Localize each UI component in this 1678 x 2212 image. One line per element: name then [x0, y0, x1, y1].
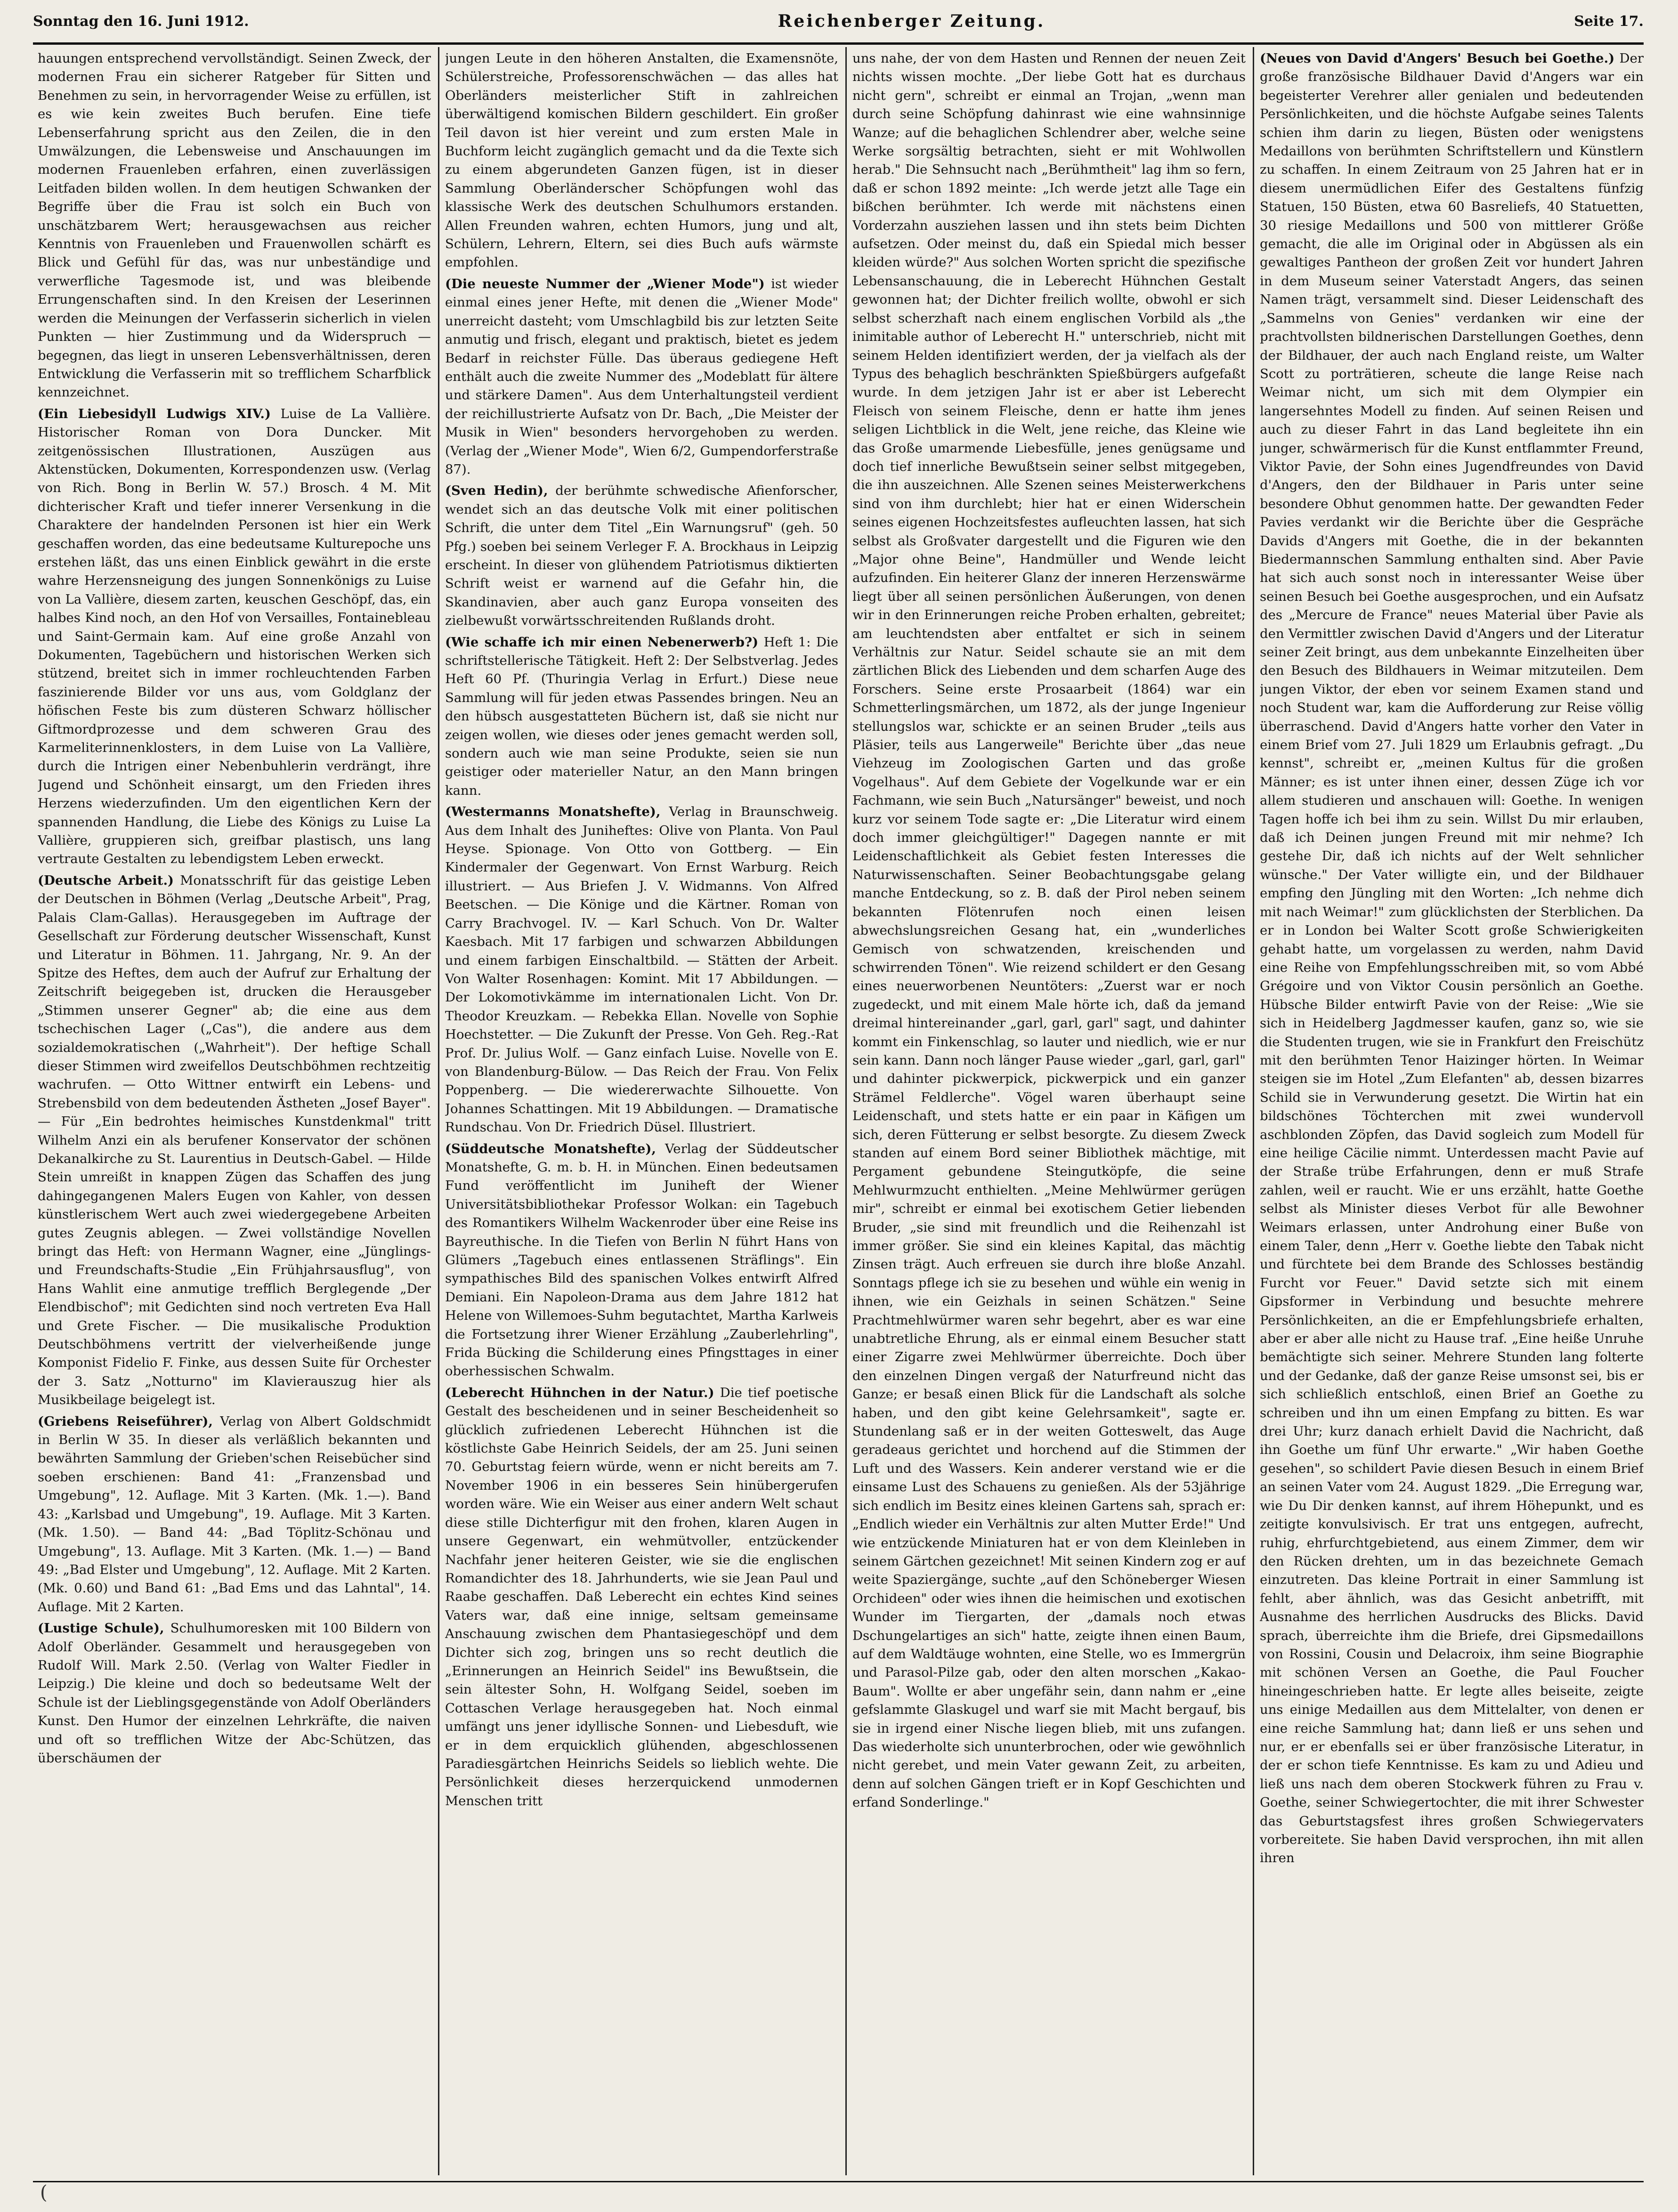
article-heading: (Deutsche Arbeit.) [38, 872, 174, 888]
article-paragraph [38, 1619, 431, 1768]
article-heading: (Leberecht Hühnchen in der Natur.) [445, 1385, 714, 1400]
footer-rule [33, 2181, 1644, 2182]
article-paragraph [38, 49, 431, 402]
article-paragraph [445, 482, 838, 630]
article-heading: (Ein Liebesidyll Ludwigs XIV.) [38, 406, 271, 421]
article-paragraph [852, 49, 1246, 1812]
column-divider [845, 47, 847, 2175]
article-text: Monatsschrift für das geistige Leben der Deutschen in Böhmen (Verlag „Deutsche Arbeit", Prag, Palais Clam-Gallas). Herausgegeben im Auftrage der Gesellschaft zur Förderung deutscher Wissenschaft, Kunst und Literatur in Böhmen. 11. Jahrgang, Nr. 9. An der Spitze des Heftes, dem auch der Aufruf zur Erhaltung der Zeitschrift beigegeben ist, drucken die Herausgeber „Stimmen unserer Gegner" ab; die eine aus dem tschechischen Lager („Cas"), die andere aus dem sozialdemokratischen („Wahrheit"). Der heftige Schall dieser Stimmen wird zweifellos Deutschböhmen rechtzeitig wachrufen. — Otto Wittner entwirft ein Lebens- und Strebensbild von dem bedeutenden Ästheten „Josef Bayer". — Für „Ein bedrohtes heimisches Kunstdenkmal" tritt Wilhelm Anzi ein als berufener Konservator der schönen Dekanalkirche zu St. Laurentius in Deutsch-Gabel. — Hilde Stein umreißt in knappen Zügen das Schaffen des jung dahingegangenen Malers Eugen von Kahler, von dessen künstlerischem Wert auch zwei wiedergegebene Arbeiten gutes Zeugnis ablegen. — Zwei vollständige Novellen bringt das Heft: von Hermann Wagner, eine „Jünglings- und Freundschafts-Studie „Ein Frühjahrsausflug", von Hans Wahlit eine anmutige trefflich Berglegende „Der Elendbischof"; mit Gedichten sind noch vertreten Eva Hall und Grete Fischer. — Die musikalische Produktion Deutschböhmens vertritt der vielverheißende junge Komponist Fidelio F. Finke, aus dessen Suite für Orchester der 3. Satz „Notturno" im Klavierauszug hier als Musikbeilage beigelegt ist. [38, 872, 431, 1408]
article-heading: (Lustige Schule), [38, 1621, 164, 1636]
article-text: Schulhumoresken mit 100 Bildern von Adolf Oberländer. Gesammelt und herausgegeben von Rudolf Will. Mark 2.50. (Verlag von Walter Fiedler in Leipzig.) Die kleine und doch so bedeutsame Welt der Schule ist der Lieblingsgegenstände von Adolf Oberländers Kunst. Den Humor der einzelnen Lehrkräfte, die naiven und oft so trefflichen Witze der Abc-Schützen, das überschäumen der [38, 1621, 431, 1766]
article-heading: (Süddeutsche Monatshefte), [445, 1141, 656, 1156]
article-heading: (Westermanns Monatshefte), [445, 804, 661, 820]
article-text: Heft 1: Die schriftstellerische Tätigkeit. Heft 2: Der Selbstverlag. Jedes Heft 60 Pf. (Thuringia Verlag in Erfurt.) Diese neue Sammlung will für jeden etwas Passendes bringen. Neu an den hübsch ausgestatteten Büchern ist, daß sie nicht nur zeigen wollen, wie dieses oder jenes gemacht werden soll, sondern auch wie man seine Produkte, seien sie nun geistiger oder materieller Natur, an den Mann bringen kann. [445, 634, 838, 798]
article-text: Verlag von Albert Goldschmidt in Berlin W 35. In dieser als verläßlich bekannten und bewährten Sammlung der Grieben'schen Reisebücher sind soeben erschienen: Band 41: „Franzensbad und Umgebung", 12. Auflage. Mit 3 Karten. (Mk. 1.—). Band 43: „Karlsbad und Umgebung", 19. Auflage. Mit 3 Karten. (Mk. 1.50). — Band 44: „Bad Töplitz-Schönau und Umgebung", 13. Auflage. Mit 3 Karten. (Mk. 1.—) — Band 49: „Bad Elster und Umgebung", 12. Auflage. Mit 2 Karten. (Mk. 0.60) und Band 61: „Bad Ems und das Lahntal", 14. Auflage. Mit 2 Karten. [38, 1413, 431, 1615]
column-4 [1260, 49, 1644, 2175]
column-1 [38, 49, 431, 2175]
article-text: Der große französische Bildhauer David d'Angers war ein begeisterter Verehrer aller genialen und bedeutenden Persönlichkeiten, und die höchste Aufgabe seines Talents schien ihm darin zu liegen, Büsten oder wenigstens Medaillons von berühmten Schriftstellern und Künstlern zu schaffen. In einem Zeitraum von 25 Jahren hat er in diesem unermüdlichen Eifer des Gestaltens fünfzig Statuen, 150 Büsten, etwa 60 Basreliefs, 40 Statuetten, 30 riesige Medaillons und 500 von mittlerer Größe gemacht, die alle im Original oder in Abgüssen als ein gewaltiges Pantheon der großen Zeit vor hundert Jahren in dem Museum seiner Vaterstadt Angers, das seinen Namen trägt, versammelt sind. Dieser Leidenschaft des „Sammelns von Genies" verdanken wir eine der prachtvollsten bildnerischen Darstellungen Goethes, denn der Bildhauer, der auch nach England reiste, um Walter Scott zu porträtieren, scheute die lange Reise nach Weimar nicht, um sich mit dem Olympier ein langersehntes Modell zu finden. Auf seinen Reisen und auch zu dieser Fahrt in das Land begleitete ihn ein junger, schwärmerisch für die Kunst entflammter Freund, Viktor Pavie, der Sohn eines Jugendfreundes von David d'Angers, den der Bildhauer in Paris unter seine besondere Obhut genommen hatte. Der gewandten Feder Pavies verdankt wir die Berichte über die Gespräche Davids d'Angers mit Goethe, die in der bekannten Biedermannschen Sammlung enthalten sind. Aber Pavie hat sich auch sonst noch in interessanter Weise über seinen Besuch bei Goethe ausgesprochen, und ein Aufsatz des „Mercure de France" neues Material über Pavie als den Vermittler zwischen David d'Angers und der Literatur seiner Zeit bringt, aus dem unbekannte Einzelheiten über den Besuch des Bildhauers in Weimar mitzuteilen. Dem jungen Viktor, der eben vor seinem Examen stand und noch Student war, kam die Aufforderung zur Reise völlig überraschend. David d'Angers hatte vorher den Vater in einem Brief vom 27. Juli 1829 um Erlaubnis gefragt. „Du kennst", schreibt er, „meinen Kultus für die großen Männer; es ist unter ihnen einer, dessen Züge ich vor allem studieren und anschauen will: Goethe. In wenigen Tagen hoffe ich bei ihm zu sein. Willst Du mir erlauben, daß ich Deinen jungen Freund mit mir nehme? Ich gestehe Dir, daß ich nichts auf der Welt sehnlicher wünsche." Der Vater willigte ein, und der Bildhauer empfing den Jüngling mit den Worten: „Ich nehme dich mit nach Weimar!" zum glücklichsten der Sterblichen. Da er in London bei Walter Scott große Schwierigkeiten gehabt hatte, um vorgelassen zu werden, nahm David eine Reihe von Empfehlungsschreiben mit, so vom Abbé Grégoire und von Viktor Cousin persönlich an Goethe. Hübsche Bilder entwirft Pavie von der Reise: „Wie sie sich in Heidelberg Jagdmesser kaufen, ganz so, wie sie die Studenten trugen, wie sie in Frankfurt den Freischütz mit den berühmten Tenor Haizinger hörten. In Weimar steigen sie im Hotel „Zum Elefanten" ab, dessen bizarres Schild sie in Verwunderung gesetzt. Die Wirtin hat ein bildschönes Töchterchen mit zwei wundervoll aschblonden Zöpfen, das David sogleich zum Modell für eine heilige Cäcilie nimmt. Unterdessen macht Pavie auf der Straße trübe Erfahrungen, denn er muß Strafe zahlen, weil er raucht. Wie er uns erzählt, hatte Goethe selbst als Minister dieses Verbot für alle Bewohner Weimars erlassen, unter Androhung einer Buße von einem Taler, denn „Herr v. Goethe liebte den Tabak nicht und fürchtete bei dem Brande des Schlosses beständig Furcht vor Feuer." David setzte sich mit einem Gipsformer in Verbindung und besuchte mehrere Persönlichkeiten, an die er Empfehlungsbriefe erhalten, aber er aber alle nicht zu Hause traf. „Eine heiße Unruhe bemächtigte sich seiner. Mehrere Stunden lang folterte und der Gedanke, daß der ganze Reise umsonst sei, bis er sich schließlich entschloß, einen Brief an Goethe zu schreiben und ihn um einen Empfang zu bitten. Es war drei Uhr; kurz danach erhielt David die Nachricht, daß ihn Goethe um fünf Uhr erwarte." „Wir haben Goethe gesehen", so schildert Pavie diesen Besuch in einem Brief an seinen Vater vom 24. August 1829. „Die Erregung war, wie Du Dir denken kannst, auf ihrem Höhepunkt, und es zeitigte konvulsivisch. Er trat uns entgegen, aufrecht, ruhig, ehrfurchtgebietend, aus einem Zimmer, dem wir den Rücken drehten, um in das bezeichnete Gemach einzutreten. Das kleine Portrait in einer Sammlung ist fehlt, aber ähnlich, was das Gesicht anbetrifft, mit Ausnahme des herrlichen Ausdrucks des Blicks. David sprach, überreichte ihm die Briefe, drei Gipsmedaillons von Rossini, Cousin und Delacroix, ihm seine Biographie mit schönen Versen an Goethe, die Paul Foucher hineingeschrieben hatte. Er legte alles beiseite, zeigte uns einige Medaillen aus dem Mittelalter, von denen er eine reiche Sammlung hat; dann ließ er uns sehen und nur, er er ebenfalls sei er über französische Literatur, in der er schon tiefe Kenntnisse. Es kam zu und Adieu und ließ uns nach dem oberen Stockwerk führen zu Frau v. Goethe, seiner Schwiegertochter, die mit ihrer Schwester das Geburtstagsfest ihres großen Schwiegervaters vorbereitete. Sie haben David versprochen, ihn mit allen ihren [1260, 51, 1644, 1866]
article-heading: (Neues von David d'Angers' Besuch bei Goethe.) [1260, 51, 1615, 66]
article-text: jungen Leute in den höheren Anstalten, die Examensnöte, Schülerstreiche, Professorenschwächen — das alles hat Oberländers meisterlicher Stift in zahlreichen überwältigend komischen Bildern geschildert. Ein großer Teil davon ist hier vereint und zum ersten Male in Buchform leicht zugänglich gemacht und da die Texte sich zu einem abgerundeten Ganzen fügen, ist in dieser Sammlung Oberländerscher Schöpfungen wohl das klassische Werk des deutschen Schulhumors erstanden. Allen Freunden wahren, echten Humors, jung und alt, Schülern, Lehrern, Eltern, sei dies Buch aufs wärmste empfohlen. [445, 51, 838, 270]
article-paragraph [445, 803, 838, 1137]
article-text: Die tief poetische Gestalt des bescheidenen und in seiner Bescheidenheit so glücklich zufriedenen Leberecht Hühnchen ist die köstlichste Gabe Heinrich Seidels, der am 25. Juni seinen 70. Geburtstag feiern würde, wenn er nicht bereits am 7. November 1906 in ein besseres Sein hinübergerufen worden wäre. Wie ein Weiser aus einer andern Welt schaut diese stille Dichterfigur mit den frohen, klaren Augen in unsere Gegenwart, ein wehmütvoller, entzückender Nachfahr jener heiteren Geister, wie sie die englischen Romandichter des 18. Jahrhunderts, wie sie Jean Paul und Raabe geschaffen. Daß Leberecht ein echtes Kind seines Vaters war, daß eine innige, seltsam gemeinsame Anschauung zwischen dem Phantasiegeschöpf und dem Dichter sich zog, bringen uns so recht deutlich die „Erinnerungen an Heinrich Seidel" ins Bewußtsein, die sein ältester Sohn, H. Wolfgang Seidel, soeben im Cottaschen Verlage herausgegeben hat. Noch einmal umfängt uns jener idyllische Sonnen- und Liebesduft, wie er in dem erquicklich glühenden, abgeschlossenen Paradiesgärtchen Heinrichs Seidels so lieblich wehte. Die Persönlichkeit dieses herzerquickend unmodernen Menschen tritt [445, 1385, 838, 1808]
article-heading: (Griebens Reiseführer), [38, 1413, 213, 1429]
page-header [33, 5, 1644, 38]
header-rule [33, 42, 1644, 45]
article-paragraph [38, 1413, 431, 1616]
newspaper-title: Reichenberger Zeitung. [778, 11, 1046, 31]
article-text: Verlag der Süddeutscher Monatshefte, G. m. b. H. in München. Einen bedeutsamen Fund veröffentlicht im Juniheft der Wiener Universitätsbibliothekar Professor Wolkan: ein Tagebuch des Romantikers Wilhelm Wackenroder über eine Reise ins Bayreuthische. In die Tiefen von Berlin N führt Hans von Glümers „Tagebuch eines entlassenen Sträflings". Ein sympathisches Bild des spanischen Volkes entwirft Alfred Demiani. Ein Napoleon-Drama aus dem Jahre 1812 hat Helene von Willemoes-Suhm begutachtet, Martha Karlweis die Fortsetzung ihrer Wiener Erzählung „Zauberlehrling", Frida Bücking die Schilderung eines Pfingsttages in einer oberhessischen Schwalm. [445, 1141, 838, 1379]
article-text: hauungen entsprechend vervollständigt. Seinen Zweck, der modernen Frau ein sicherer Ratgeber für Sitten und Benehmen zu sein, in hervorragender Weise zu erfüllen, ist es wie kein zweites Buch berufen. Eine tiefe Lebenserfahrung spricht aus den Zeilen, die in den Umwälzungen, die Lebensweise und Anschauungen im modernen Frauenleben erfahren, einen zuverlässigen Leitfaden bilden wollen. In dem heutigen Schwanken der Begriffe über die Frau ist solch ein Buch von unschätzbarem Wert; herausgewachsen aus reicher Kenntnis von Frauenleben und Frauenwollen schärft es Blick und Gefühl für das, was nur unbeständige und verwerfliche Tagesmode ist, und was bleibende Errungenschaften sind. In den Kreisen der Leserinnen werden die Meinungen der Verfasserin sicherlich in vielen Punkten — hier Zustimmung und da Widerspruch — begegnen, das liegt in unseren Lebensverhältnissen, deren Entwicklung die Verfasserin mit so trefflichem Scharfblick kennzeichnet. [38, 51, 431, 400]
article-text: der berühmte schwedische Afienforscher, wendet sich an das deutsche Volk mit einer politischen Schrift, die unter dem Titel „Ein Warnungsruf" (geh. 50 Pfg.) soeben bei seinem Verleger F. A. Brockhaus in Leipzig erscheint. In dieser von glühendem Patriotismus diktierten Schrift weist er warnend auf die Gefahr hin, die Skandinavien, aber auch ganz Europa vonseiten des zielbewußt vorwärtsschreitenden Rußlands droht. [445, 483, 838, 629]
article-paragraph [445, 633, 838, 800]
article-text: ist wieder einmal eines jener Hefte, mit denen die „Wiener Mode" unerreicht dasteht; vom Umschlagbild bis zur letzten Seite anmutig und frisch, elegant und praktisch, bietet es jedem Bedarf in reichster Fülle. Das überaus gediegene Heft enthält auch die zweite Nummer des „Modeblatt für ältere und stärkere Damen". Aus dem Unterhaltungsteil verdient der reichillustrierte Aufsatz von Dr. Bach, „Die Meister der Musik in Wien" besonders hervorgehoben zu werden. (Verlag der „Wiener Mode", Wien 6/2, Gumpendorferstraße 87). [445, 276, 838, 477]
article-text: Verlag in Braunschweig. Aus dem Inhalt des Juniheftes: Olive von Planta. Von Paul Heyse. Spionage. Von Otto von Gottberg. — Ein Kindermaler der Gegenwart. Von Ernst Warburg. Reich illustriert. — Aus Briefen J. V. Widmanns. Von Alfred Beetschen. — Die Könige und die Kärtner. Roman von Carry Brachvogel. IV. — Karl Schuch. Von Dr. Walter Kaesbach. Mit 17 farbigen und schwarzen Abbildungen und einem farbigen Einschaltbild. — Stätten der Arbeit. Von Walter Rosenhagen: Komint. Mit 17 Abbildungen. — Der Lokomotivkämme im internationalen Licht. Von Dr. Theodor Kreuzkam. — Rebekka Ellan. Novelle von Sophie Hoechstetter. — Die Zukunft der Presse. Von Geh. Reg.-Rat Prof. Dr. Julius Wolf. — Ganz einfach Luise. Novelle von E. von Blandenburg-Bülow. — Das Reich der Frau. Von Felix Poppenberg. — Die wiedererwachte Silhouette. Von Johannes Schattingen. Mit 19 Abbildungen. — Dramatische Rundschau. Von Dr. Friedrich Düsel. Illustriert. [445, 804, 838, 1135]
article-paragraph [445, 275, 838, 479]
article-paragraph [38, 872, 431, 1410]
article-paragraph [1260, 49, 1644, 1868]
page-number: Seite 17. [1574, 13, 1644, 30]
column-3 [852, 49, 1246, 2175]
column-2 [445, 49, 838, 2175]
article-paragraph [38, 405, 431, 869]
article-heading: (Wie schaffe ich mir einen Nebenerwerb?) [445, 634, 759, 650]
header-date: Sonntag den 16. Juni 1912. [33, 13, 249, 30]
article-heading: (Die neueste Nummer der „Wiener Mode") [445, 276, 765, 291]
article-paragraph [445, 1384, 838, 1810]
article-paragraph [445, 1140, 838, 1381]
column-divider [438, 47, 439, 2175]
edge-mark: ( [40, 2182, 48, 2204]
article-paragraph [445, 49, 838, 272]
article-text: uns nahe, der von dem Hasten und Rennen der neuen Zeit nichts wissen mochte. „Der liebe Gott hat es durchaus nicht gern", schreibt er einmal an Trojan, „wenn man durch seine Schöpfung dahinrast wie eine wahnsinnige Wanze; auf die behaglichen Schlendrer aber, welche seine Werke sorgsältig betrachten, sieht er mit Wohlwollen herab." Die Sehnsucht nach „Berühmtheit" lag ihm so fern, daß er schon 1892 meinte: „Ich werde jetzt alle Tage ein bißchen berühmter. Ich werde mit nächstens einen Vorderzahn ausziehen lassen und ihn stets beim Dichten aufsetzen. Oder meinst du, daß ein Spiedal mich besser kleiden würde?" Aus solchen Worten spricht die spezifische Lebensanschauung, die in Leberecht Hühnchen Gestalt gewonnen hat; der Dichter freilich wollte, obwohl er sich selbst scherzhaft nach einem englischen Vorbild als „the inimitable author of Leberecht H." unterschrieb, nicht mit seinem Helden identifiziert werden, der ja vielfach als der Typus des behaglich beschränkten Spießbürgers aufgefaßt wurde. In dem jetzigen Jahr ist er aber ist Leberecht Fleisch von seinem Fleische, denn er hatte ihm jenes seligen Lichtblick in die Welt, jene reiche, das Kleine wie das Große umarmende Liebesfülle, jenes genügsame und doch tief innerliche Bewußtsein seiner selbst mitgegeben, die ihn auszeichnen. Alle Szenen seines Meisterwerkchens sind von ihm durchlebt; hier hat er einen Widerschein seines eigenen Hochzeitsfestes aufleuchten lassen, hat sich selbst als Großvater dargestellt und die Figuren wie den „Major ohne Beine", Handmüller und Wende leicht aufzufinden. Ein heiterer Glanz der inneren Herzenswärme liegt über all seinen persönlichen Äußerungen, von denen wir in den Erinnerungen reiche Proben erhalten, gebreitet; am leuchtendsten aber entfaltet er sich in seinem Verhältnis zur Natur. Seidel schaute sie an mit dem zärtlichen Blick des Liebenden und dem scharfen Auge des Forschers. Seine erste Prosaarbeit (1864) war ein Schmetterlingsmärchen, um 1872, als der junge Ingenieur stellungslos war, schickte er an seinen Bruder „teils aus Pläsier, teils aus Langerweile" Berichte über „das neue Viehzeug im Zoologischen Garten und das große Vogelhaus". Auf dem Gebiete der Vogelkunde war er ein Fachmann, wie sein Buch „Natursänger" beweist, und noch kurz vor seinem Tode sagte er: „Die Literatur wird einem doch immer gleichgültiger!" Dagegen nannte er mit Leidenschaftlichkeit als Gebiet festen Interesses die Naturwissenschaften. Seiner Beobachtungsgabe gelang manche Entdeckung, so z. B. daß der Pirol neben seinem bekannten Flötenrufen noch einen leisen abwechslungsreichen Gesang hat, ein „wunderliches Gemisch von schwatzenden, kreischenden und schwirrenden Tönen". Wie reizend schildert er den Gesang eines neuerworbenen Neuntöters: „Zuerst war er noch zugedeckt, und mit einem Male hörte ich, daß da jemand dreimal hintereinander „garl, garl, garl" sagt, und dahinter kommt ein Finkenschlag, so lauter und niedlich, wie er nur sein kann. Dann noch länger Pause wieder „garl, garl, garl" und dahinter pickwerpick, pickwerpick und ein ganzer Strämel Feldlerche". Vögel waren überhaupt seine Leidenschaft, und stets hatte er ein paar in Käfigen um sich, deren Fütterung er selbst besorgte. Zu diesem Zweck standen auf einem Bord seiner Bibliothek mächtige, mit Pergament gebundene Steingutköpfe, die seine Mehlwurmzucht enthielten. „Meine Mehlwürmer gerügen mir", schreibt er einmal bei exotischem Getier liebenden Bruder, „sie sind mit freundlich und die Reihenzahl ist immer größer. Sie sind ein kleines Kapital, das mächtig Zinsen trägt. Auch erfreuen sie durch ihre bloße Anzahl. Sonntags pflege ich sie zu besehen und wühle ein wenig in ihnen, wie ein Geizhals in seinen Schätzen." Seine Prachtmehlwürmer waren sehr begehrt, aber es war eine unabtretliche Ehrung, als er einmal einem Besucher statt einer Zigarre zwei Mehlwürmer überreichte. Doch über den einzelnen Dingen vergaß der Naturfreund nicht das Ganze; er besaß einen Blick für die Landschaft als solche haben, und den gibt keine Gelehrsamkeit", sagte er. Stundenlang saß er in der weiten Gotteswelt, das Auge geradeaus gerichtet und horchend auf die Stimmen der Luft und des Wassers. Kein anderer verstand wie er die einsame Lust des Schauens zu genießen. Als der 53jährige sich endlich im Besitz eines kleinen Gartens sah, sprach er: „Endlich wieder ein Verhältnis zur alten Mutter Erde!" Und wie entzückende Miniaturen hat er von dem Kleinleben in seinem Gärtchen gezeichnet! Mit seinen Kindern zog er auf weite Spaziergänge, suchte „auf den Schöneberger Wiesen Orchideen" oder wies ihnen die heimischen und exotischen Wunder im Tiergarten, der „damals noch etwas Dschungelartiges an sich" hatte, zeigte ihnen einen Baum, auf dem Waldtäuge wohnten, eine Stelle, wo es Immergrün und Parasol-Pilze gab, oder den alten morschen „Kakao-Baum". Wollte er aber ungefähr sein, dann nahm er „eine gefslammte Glaskugel und warf sie mit Macht bergauf, bis sie in irgend einer Nische liegen blieb, mit uns zufangen. Das wiederholte sich ununterbrochen, oder wie gewöhnlich nicht gerebet, und mein Vater gewann Zeit, zu arbeiten, denn auf solchen Gängen trieft er in Kopf Geschichten und erfand Sonderlinge." [852, 51, 1246, 1810]
article-heading: (Sven Hedin), [445, 483, 548, 499]
article-text: Luise de La Vallière. Historischer Roman von Dora Duncker. Mit zeitgenössischen Illustrationen, Auszügen aus Aktenstücken, Dokumenten, Korrespondenzen usw. (Verlag von Rich. Bong in Berlin W. 57.) Brosch. 4 M. Mit dichterischer Kraft und tiefer innerer Versenkung in die Charaktere der handelnden Personen ist hier ein Werk geschaffen worden, das eine bedeutsame Kulturepoche uns erstehen läßt, das uns einen Einblick gewährt in die erste wahre Herzensneigung des jungen Sonnenkönigs zu Luise von La Vallière, diesem zarten, keuschen Geschöpf, das, ein halbes Kind noch, an den Hof von Versailles, Fontainebleau und Saint-Germain kam. Auf eine große Anzahl von Dokumenten, Tagebüchern und historischen Werken sich stützend, breitet sich in immer rochleuchtenden Farben faszinierende Bilder vor uns aus, vom Goldglanz der höfischen Feste bis zum düsteren Schwarz höllischer Giftmordprozesse und dem schweren Grau des Karmeliterinnenklosters, in dem Luise von La Vallière, durch die Intrigen einer Nebenbuhlerin verdrängt, ihre Jugend und Schönheit einsargt, um den Frieden ihres Herzens wiederzufinden. Um den eigentlichen Kern der spannenden Handlung, die Liebe des Königs zu Luise La Vallière, gruppieren sich, greifbar plastisch, uns lang vertraute Gestalten zu lebendigstem Leben erweckt. [38, 406, 431, 867]
column-divider [1253, 47, 1254, 2175]
